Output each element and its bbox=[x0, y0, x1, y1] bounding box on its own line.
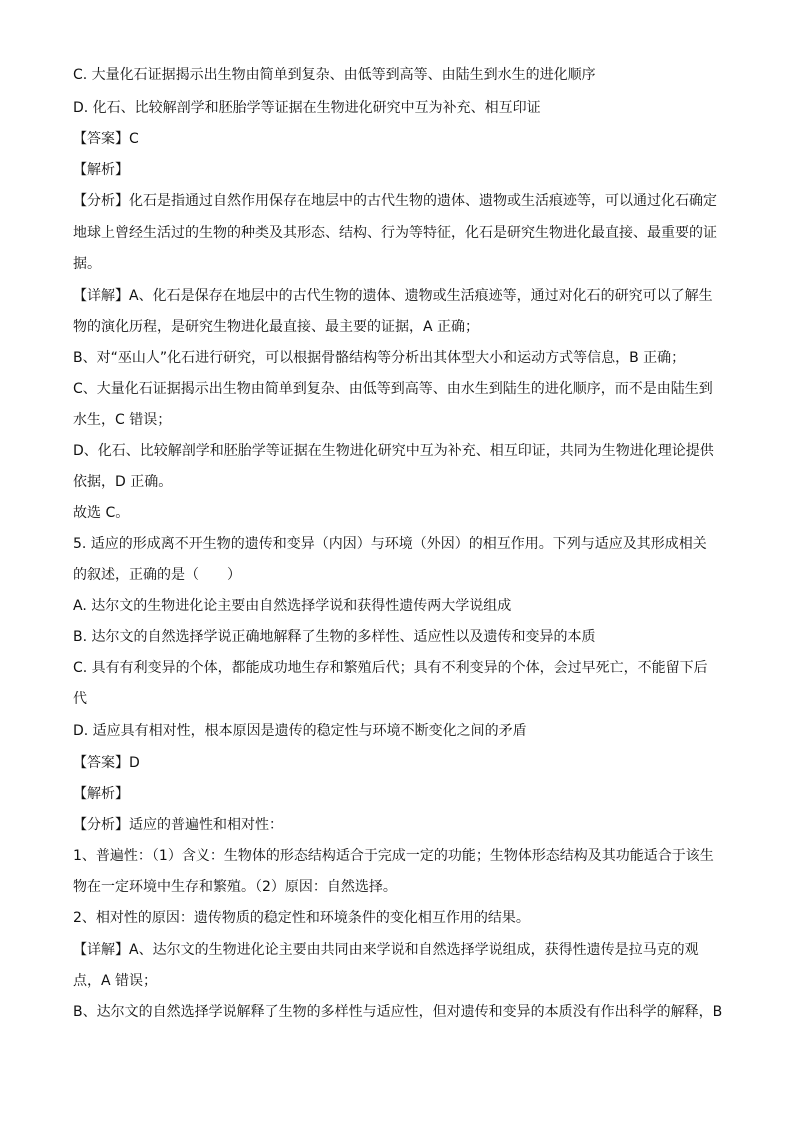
question-stem: 的叙述，正确的是（ ） bbox=[73, 567, 241, 583]
answer-label: 【答案】C bbox=[73, 131, 139, 147]
question-stem: 5. 适应的形成离不开生物的遗传和变异（内因）与环境（外因）的相互作用。下列与适应及其形成相关 bbox=[73, 536, 707, 552]
text-line: 物在一定环境中生存和繁殖。（2）原因：自然选择。 bbox=[73, 879, 397, 895]
text-line: B、对“巫山人”化石进行研究，可以根据骨骼结构等分析出其体型大小和运动方式等信息，B 正确； bbox=[73, 350, 686, 366]
text-line: 地球上曾经生活过的生物的种类及其形态、结构、行为等特征，化石是研究生物进化最直接、最重要的证 bbox=[73, 225, 717, 241]
text-line: 水生，C 错误； bbox=[73, 412, 172, 428]
option-c: 代 bbox=[73, 691, 87, 707]
text-line: C、大量化石证据揭示出生物由简单到复杂、由低等到高等、由水生到陆生的进化顺序，而不是由陆生到 bbox=[73, 381, 713, 397]
text-line: 【分析】适应的普遍性和相对性： bbox=[73, 817, 283, 833]
analysis-heading: 【解析】 bbox=[73, 162, 129, 178]
text-line: 1、普遍性：（1）含义：生物体的形态结构适合于完成一定的功能；生物体形态结构及其功能适合于该生 bbox=[73, 848, 714, 864]
text-line: 依据，D 正确。 bbox=[73, 474, 173, 490]
text-line: 2、相对性的原因：遗传物质的稳定性和环境条件的变化相互作用的结果。 bbox=[73, 910, 530, 926]
answer-label: 【答案】D bbox=[73, 755, 140, 771]
text-line: D、化石、比较解剖学和胚胎学等证据在生物进化研究中互为补充、相互印证，共同为生物进化理论提供 bbox=[73, 443, 714, 459]
text-line: B、达尔文的自然选择学说解释了生物的多样性与适应性，但对遗传和变异的本质没有作出科学的解释，B bbox=[73, 1004, 723, 1020]
option-d: D. 适应具有相对性，根本原因是遗传的稳定性与环境不断变化之间的矛盾 bbox=[73, 723, 527, 739]
text-line: 故选 C。 bbox=[73, 505, 130, 521]
text-line: 【分析】化石是指通过自然作用保存在地层中的古代生物的遗体、遗物或生活痕迹等，可以通过化石确定 bbox=[73, 193, 717, 209]
text-line: 【详解】A、达尔文的生物进化论主要由共同由来学说和自然选择学说组成，获得性遗传是拉马克的观 bbox=[73, 942, 699, 958]
text-line: C. 大量化石证据揭示出生物由简单到复杂、由低等到高等、由陆生到水生的进化顺序 bbox=[73, 67, 596, 83]
option-c: C. 具有有利变异的个体，都能成功地生存和繁殖后代；具有不利变异的个体，会过早死亡，不能留下后 bbox=[73, 660, 708, 676]
text-line: 物的演化历程，是研究生物进化最直接、最主要的证据，A 正确； bbox=[73, 319, 480, 335]
text-line: D. 化石、比较解剖学和胚胎学等证据在生物进化研究中互为补充、相互印证 bbox=[73, 100, 541, 116]
text-line: 【详解】A、化石是保存在地层中的古代生物的遗体、遗物或生活痕迹等，通过对化石的研究可以了解生 bbox=[73, 288, 713, 304]
text-line: 点，A 错误； bbox=[73, 973, 158, 989]
text-line: 据。 bbox=[73, 256, 101, 272]
option-a: A. 达尔文的生物进化论主要由自然选择学说和获得性遗传两大学说组成 bbox=[73, 598, 512, 614]
option-b: B. 达尔文的自然选择学说正确地解释了生物的多样性、适应性以及遗传和变异的本质 bbox=[73, 629, 596, 645]
analysis-heading: 【解析】 bbox=[73, 786, 129, 802]
